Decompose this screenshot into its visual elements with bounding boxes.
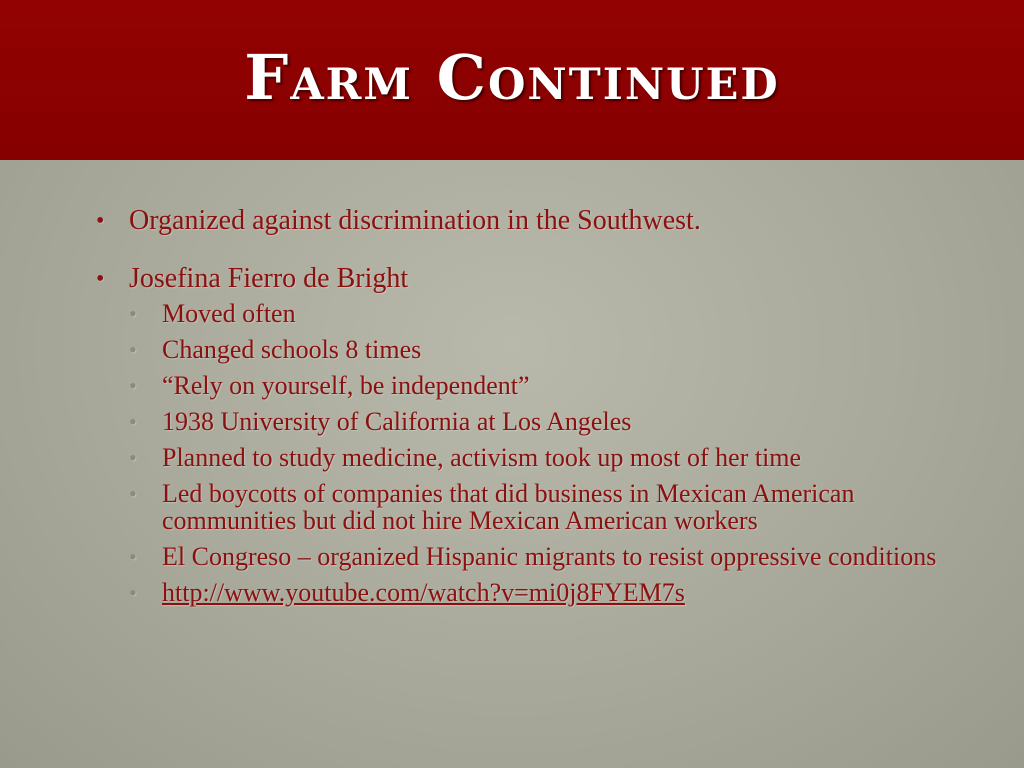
bullet-icon: • (96, 266, 105, 292)
sub-bullet-icon: • (129, 481, 137, 506)
sub-bullet-item (129, 300, 976, 327)
sub-bullet-icon: • (129, 409, 137, 434)
sub-bullet-text: El Congreso – organized Hispanic migrants to resist oppressive conditions (162, 542, 937, 571)
sub-bullet-item (129, 336, 976, 363)
sub-bullet-item (129, 480, 976, 534)
sub-bullet-text: 1938 University of California at Los Angeles (162, 407, 632, 436)
sub-bullet-item (129, 408, 976, 435)
bullet-item (96, 262, 976, 606)
sub-bullet-icon: • (129, 544, 137, 569)
sub-bullet-text: Planned to study medicine, activism took up most of her time (162, 443, 802, 472)
sub-bullet-icon: • (129, 445, 137, 470)
title-bar (0, 0, 1024, 160)
sub-bullet-text: Led boycotts of companies that did business in Mexican American communities but did not hire Mexican American workers (162, 479, 855, 535)
bullet-text: Josefina Fierro de Bright (129, 263, 409, 294)
sub-bullet-text: Changed schools 8 times (162, 335, 422, 364)
sub-bullet-icon: • (129, 301, 137, 326)
slide-title: Farm Continued (244, 40, 780, 114)
sub-bullet-icon: • (129, 337, 137, 362)
sub-bullet-text: “Rely on yourself, be independent” (162, 371, 530, 400)
youtube-link[interactable]: http://www.youtube.com/watch?v=mi0j8FYEM7s (162, 578, 685, 607)
bullet-item (96, 204, 976, 238)
bullet-list (96, 204, 976, 606)
sub-bullet-item (129, 372, 976, 399)
sub-bullet-item (129, 444, 976, 471)
sub-bullet-item (129, 579, 976, 606)
sub-bullet-icon: • (129, 580, 137, 605)
slide-body (96, 204, 976, 630)
bullet-text: Organized against discrimination in the Southwest. (129, 205, 701, 236)
sub-bullet-icon: • (129, 373, 137, 398)
sub-bullet-list (129, 300, 976, 606)
bullet-icon: • (96, 208, 105, 234)
sub-bullet-item (129, 543, 976, 570)
sub-bullet-text: Moved often (162, 299, 296, 328)
